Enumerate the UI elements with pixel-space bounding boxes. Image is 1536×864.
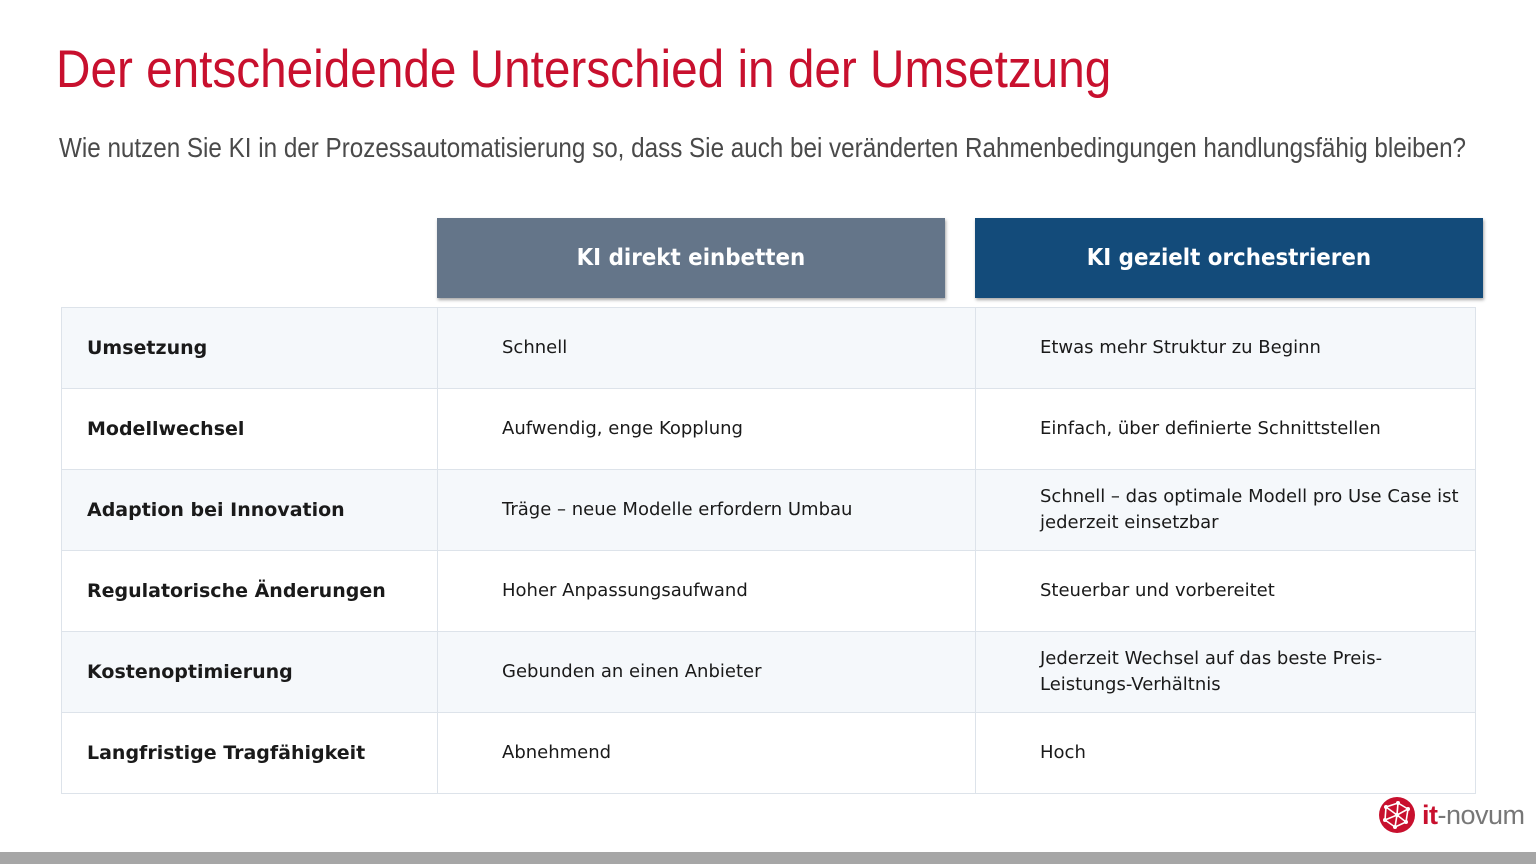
logo-wordmark — [1422, 795, 1525, 835]
row-label: Adaption bei Innovation — [62, 470, 438, 551]
comparison-table — [61, 307, 1476, 794]
header-direct-embed-label: KI direkt einbetten — [576, 245, 806, 271]
cell-orchestrate: Einfach, über definierte Schnittstellen — [976, 389, 1476, 470]
cell-orchestrate: Jederzeit Wechsel auf das beste Preis-Leistungs-Verhältnis — [976, 632, 1476, 713]
row-label: Kostenoptimierung — [62, 632, 438, 713]
cell-direct: Gebunden an einen Anbieter — [438, 632, 976, 713]
footer-bar — [0, 852, 1536, 864]
cell-direct: Träge – neue Modelle erfordern Umbau — [438, 470, 976, 551]
cell-orchestrate: Hoch — [976, 713, 1476, 794]
cell-direct: Abnehmend — [438, 713, 976, 794]
header-orchestrate — [975, 218, 1483, 298]
cell-direct: Hoher Anpassungsaufwand — [438, 551, 976, 632]
company-logo — [1376, 795, 1525, 835]
table-row — [62, 308, 1476, 389]
row-label: Modellwechsel — [62, 389, 438, 470]
slide-title: Der entscheidende Unterschied in der Umsetzung — [56, 40, 1112, 99]
table-row — [62, 389, 1476, 470]
logo-wordmark-novum: -novum — [1437, 800, 1525, 830]
table-row — [62, 551, 1476, 632]
cell-orchestrate: Etwas mehr Struktur zu Beginn — [976, 308, 1476, 389]
cell-orchestrate: Schnell – das optimale Modell pro Use Case ist jederzeit einsetzbar — [976, 470, 1476, 551]
row-label: Regulatorische Änderungen — [62, 551, 438, 632]
table-row — [62, 713, 1476, 794]
row-label: Umsetzung — [62, 308, 438, 389]
logo-wordmark-it: it — [1422, 800, 1438, 830]
slide-subtitle: Wie nutzen Sie KI in der Prozessautomatisierung so, dass Sie auch bei veränderten Rahmenbedingungen handlungsfähig bleiben? — [59, 132, 1467, 163]
globe-network-icon — [1376, 795, 1418, 835]
table-row — [62, 632, 1476, 713]
header-direct-embed — [437, 218, 945, 298]
cell-direct: Aufwendig, enge Kopplung — [438, 389, 976, 470]
cell-orchestrate: Steuerbar und vorbereitet — [976, 551, 1476, 632]
table-row — [62, 470, 1476, 551]
cell-direct: Schnell — [438, 308, 976, 389]
row-label: Langfristige Tragfähigkeit — [62, 713, 438, 794]
header-orchestrate-label: KI gezielt orchestrieren — [1086, 245, 1372, 271]
